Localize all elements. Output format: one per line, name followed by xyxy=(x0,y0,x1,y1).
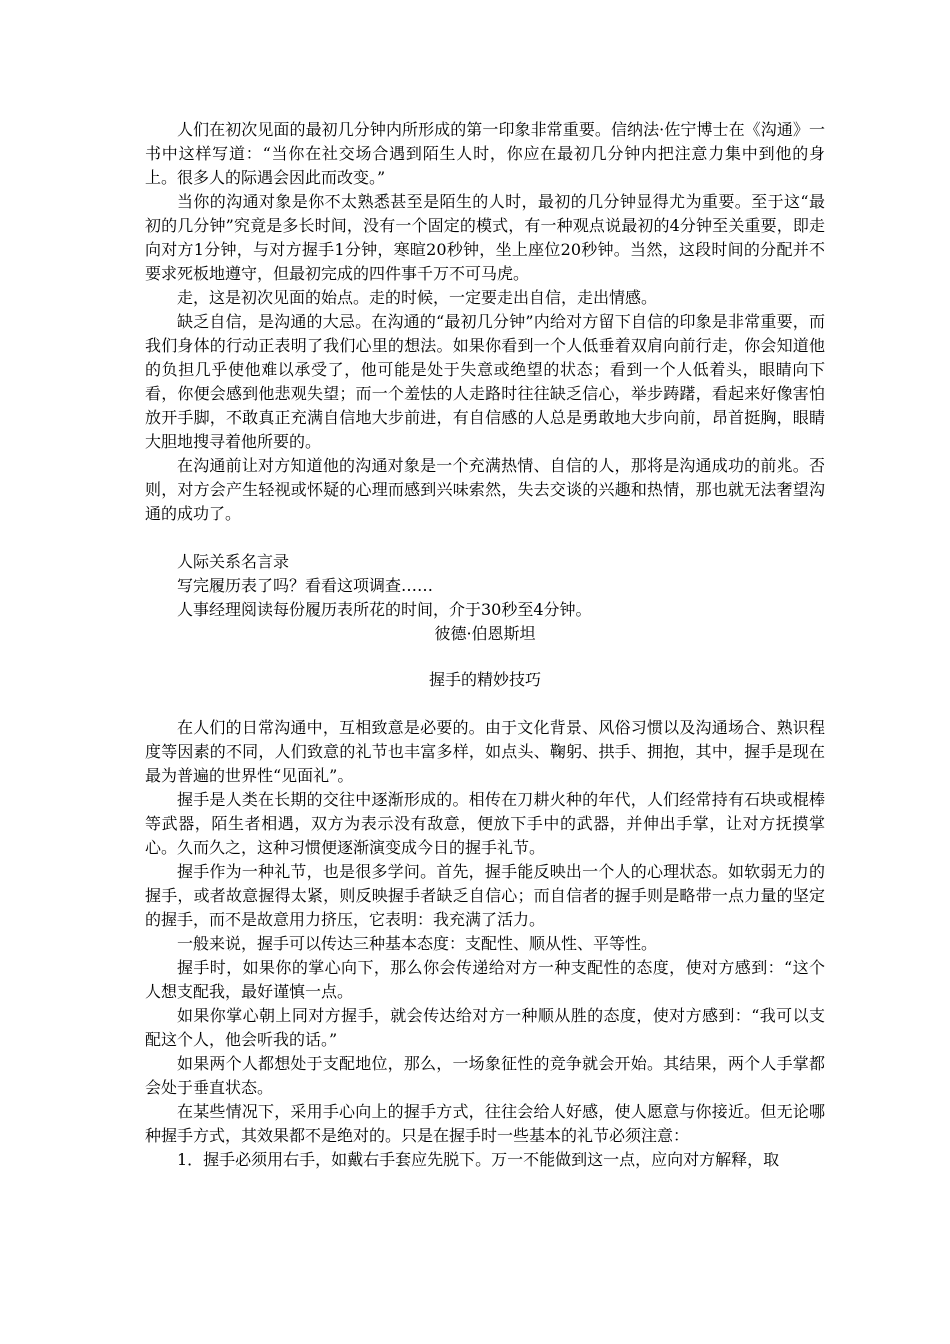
paragraph: 缺乏自信，是沟通的大忌。在沟通的“最初几分钟”内给对方留下自信的印象是非常重要，而我们身体的行动正表明了我们心里的想法。如果你看到一个人低垂着双肩向前行走，你会知道他的负担几乎使他难以承受了，他可能是处于失意或绝望的状态；看到一个人低着头，眼睛向下看，你便会感到他悲观失望；而一个羞怯的人走路时往往缺乏信心，举步踌躇，看起来好像害怕放开手脚，不敢真正充满自信地大步前进，有自信感的人总是勇敢地大步向前，昂首挺胸，眼睛大胆地搜寻着他所要的。 xyxy=(145,312,825,451)
section-title: 握手的精妙技巧 xyxy=(428,670,541,689)
quote-line: 写完履历表了吗？看看这项调查…… xyxy=(177,576,434,595)
quote-heading: 人际关系名言录 xyxy=(177,552,290,571)
paragraph: 1．握手必须用右手，如戴右手套应先脱下。万一不能做到这一点，应向对方解释，取 xyxy=(177,1150,780,1169)
section-handshake xyxy=(145,716,825,1172)
paragraph: 如果两个人都想处于支配地位，那么，一场象征性的竞争就会开始。其结果，两个人手掌都会处于垂直状态。 xyxy=(145,1054,825,1097)
paragraph: 握手是人类在长期的交往中逐渐形成的。相传在刀耕火种的年代，人们经常持有石块或棍棒等武器，陌生者相遇，双方为表示没有敌意，便放下手中的武器，并伸出手掌，让对方抚摸掌心。久而久之，这种习惯便逐渐演变成今日的握手礼节。 xyxy=(145,790,825,857)
paragraph: 当你的沟通对象是你不太熟悉甚至是陌生的人时，最初的几分钟显得尤为重要。至于这“最初的几分钟”究竟是多长时间，没有一个固定的模式，有一种观点说最初的4分钟至关重要，即走向对方1分钟，与对方握手1分钟，寒暄20秒钟，坐上座位20秒钟。当然，这段时间的分配并不要求死板地遵守，但最初完成的四件事千万不可马虎。 xyxy=(145,192,825,283)
paragraph: 人们在初次见面的最初几分钟内所形成的第一印象非常重要。信纳法·佐宁博士在《沟通》一书中这样写道：“当你在社交场合遇到陌生人时，你应在最初几分钟内把注意力集中到他的身上。很多人的际遇会因此而改变。” xyxy=(145,120,825,187)
paragraph: 一般来说，握手可以传达三种基本态度：支配性、顺从性、平等性。 xyxy=(177,934,658,953)
paragraph: 走，这是初次见面的始点。走的时候，一定要走出自信，走出情感。 xyxy=(177,288,658,307)
paragraph: 在沟通前让对方知道他的沟通对象是一个充满热情、自信的人，那将是沟通成功的前兆。否则，对方会产生轻视或怀疑的心理而感到兴味索然，失去交谈的兴趣和热情，那也就无法奢望沟通的成功了。 xyxy=(145,456,825,523)
section-first-impression xyxy=(145,118,825,526)
quote-line: 人事经理阅读每份履历表所花的时间，介于30秒至4分钟。 xyxy=(177,600,592,619)
quote-box xyxy=(145,550,825,646)
document-page xyxy=(145,118,825,1172)
quote-author: 彼德·伯恩斯坦 xyxy=(434,624,536,643)
spacer xyxy=(145,646,825,668)
paragraph: 在人们的日常沟通中，互相致意是必要的。由于文化背景、风俗习惯以及沟通场合、熟识程度等因素的不同，人们致意的礼节也丰富多样，如点头、鞠躬、拱手、拥抱，其中，握手是现在最为普遍的世界性“见面礼”。 xyxy=(145,718,825,785)
paragraph: 如果你掌心朝上同对方握手，就会传达给对方一种顺从胜的态度，使对方感到：“我可以支配这个人，他会听我的话。” xyxy=(145,1006,825,1049)
spacer xyxy=(145,692,825,716)
paragraph: 握手时，如果你的掌心向下，那么你会传递给对方一种支配性的态度，使对方感到：“这个人想支配我，最好谨慎一点。 xyxy=(145,958,825,1001)
paragraph: 在某些情况下，采用手心向上的握手方式，往往会给人好感，使人愿意与你接近。但无论哪种握手方式，其效果都不是绝对的。只是在握手时一些基本的礼节必须注意： xyxy=(145,1102,825,1145)
paragraph: 握手作为一种礼节，也是很多学问。首先，握手能反映出一个人的心理状态。如软弱无力的握手，或者故意握得太紧，则反映握手者缺乏自信心；而自信者的握手则是略带一点力量的坚定的握手，而不是故意用力挤压，它表明：我充满了活力。 xyxy=(145,862,825,929)
spacer xyxy=(145,526,825,550)
